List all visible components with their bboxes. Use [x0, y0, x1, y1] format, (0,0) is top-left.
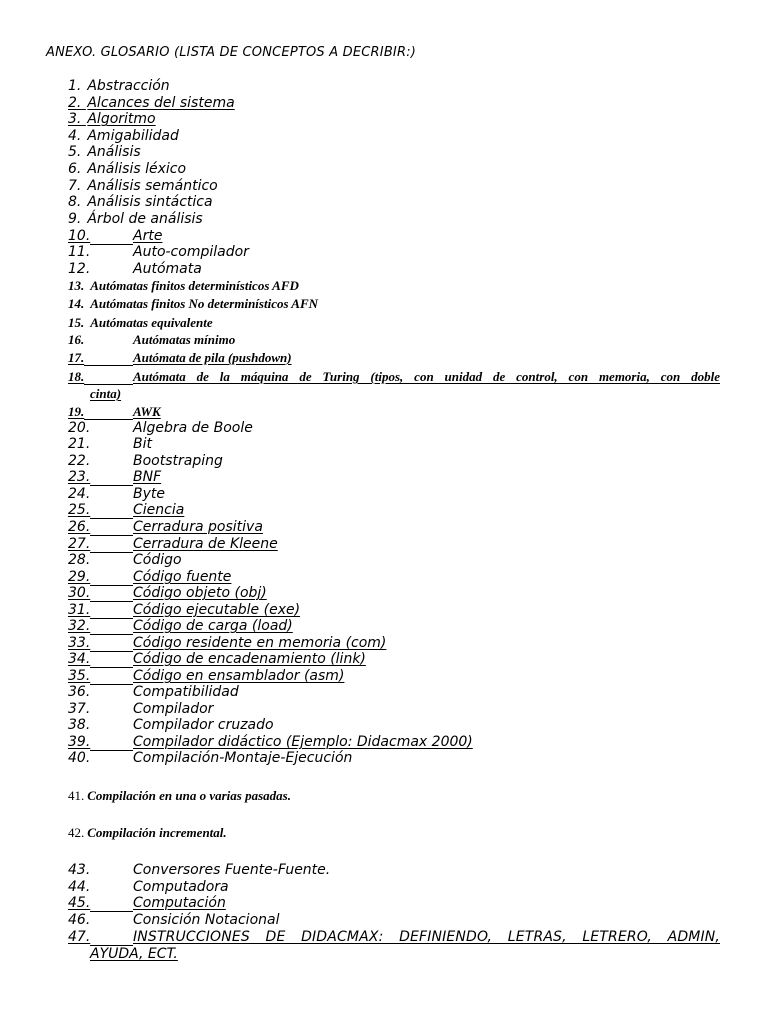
item-term: Código residente en memoria (com): [133, 635, 387, 651]
item-number: 20.: [68, 420, 91, 436]
item-number: 44.: [68, 879, 91, 895]
item-number: 19.: [68, 404, 85, 419]
item-term: Abstracción: [87, 78, 170, 94]
item-number: 36.: [68, 684, 91, 700]
item-term: Alcances del sistema: [87, 95, 235, 111]
item-number: 3.: [68, 111, 82, 127]
item-term: Byte: [133, 486, 165, 502]
item-term: Consición Notacional: [133, 912, 280, 928]
item-number: 41.: [68, 788, 85, 803]
item-term: Ciencia: [133, 502, 185, 518]
list-item: [68, 211, 203, 227]
underline-segment: [90, 518, 133, 519]
item-term: Análisis: [87, 144, 141, 160]
underline-segment: [90, 244, 133, 245]
item-number: 2.: [68, 95, 82, 111]
item-term: Conversores Fuente-Fuente.: [133, 862, 331, 878]
item-number: 32.: [68, 618, 91, 634]
item-term: Código: [133, 552, 182, 568]
underline-segment: [90, 485, 133, 486]
document-title: ANEXO. GLOSARIO (LISTA DE CONCEPTOS A DECRIBIR:): [46, 45, 417, 60]
item-term: Compilador cruzado: [133, 717, 274, 733]
item-term: Amigabilidad: [87, 128, 179, 144]
item-number: 35.: [68, 668, 91, 684]
item-number: 23.: [68, 469, 91, 485]
item-term: INSTRUCCIONES DE DIDACMAX: DEFINIENDO, LETRAS, LETRERO, ADMIN,: [133, 929, 720, 945]
item-number: 38.: [68, 717, 91, 733]
item-number: 27.: [68, 536, 91, 552]
item-term: Compilación incremental.: [87, 825, 227, 840]
underline-segment: [84, 365, 133, 366]
item-term-continued: cinta): [90, 386, 122, 401]
list-item: [68, 788, 291, 804]
item-number: 8.: [68, 194, 82, 210]
item-term: Compatibilidad: [133, 684, 239, 700]
underline-segment: [90, 750, 133, 751]
item-number: 45.: [68, 895, 91, 911]
item-number: 6.: [68, 161, 82, 177]
item-number: 24.: [68, 486, 91, 502]
underline-segment: [90, 945, 133, 946]
item-number: 43.: [68, 862, 91, 878]
underline-segment: [90, 585, 133, 586]
item-term: Autómatas mínimo: [133, 332, 236, 347]
item-number: 18.: [68, 369, 85, 384]
item-term: Árbol de análisis: [87, 211, 203, 227]
item-term: Computadora: [133, 879, 229, 895]
item-term: Arte: [133, 228, 163, 244]
underline-segment: [90, 684, 133, 685]
item-number: 15.: [68, 315, 85, 330]
item-number: 29.: [68, 569, 91, 585]
list-item: [68, 78, 170, 94]
item-term: Bootstraping: [133, 453, 223, 469]
list-item: [68, 161, 186, 177]
item-number: 26.: [68, 519, 91, 535]
item-term: Cerradura positiva: [133, 519, 263, 535]
item-term: Computación: [133, 895, 226, 911]
item-number: 40.: [68, 750, 91, 766]
underline-segment: [90, 667, 133, 668]
item-number: 11.: [68, 244, 91, 260]
item-number: 14.: [68, 296, 85, 311]
item-term: Autómatas finitos determinísticos AFD: [90, 278, 299, 293]
list-item: [68, 111, 156, 127]
item-number: 1.: [68, 78, 82, 94]
item-number: 13.: [68, 278, 85, 293]
item-term: Código objeto (obj): [133, 585, 267, 601]
underline-segment: [90, 601, 133, 602]
item-term: Autómatas finitos No determinísticos AFN: [90, 296, 319, 311]
item-term: Código de encadenamiento (link): [133, 651, 366, 667]
list-item: [68, 296, 318, 312]
item-number: 25.: [68, 502, 91, 518]
item-term: BNF: [133, 469, 162, 485]
item-term: Bit: [133, 436, 152, 452]
list-item: [68, 194, 213, 210]
underline-segment: [90, 911, 133, 912]
item-term: Autómata de la máquina de Turing (tipos, con unidad de control, con memoria, con doble: [133, 369, 720, 384]
item-term: Compilador didáctico (Ejemplo: Didacmax 2000): [133, 734, 473, 750]
underline-segment: [90, 535, 133, 536]
item-term: AWK: [133, 404, 161, 419]
item-number: 10.: [68, 228, 91, 244]
item-number: 33.: [68, 635, 91, 651]
item-number: 28.: [68, 552, 91, 568]
item-number: 37.: [68, 701, 91, 717]
item-number: 42.: [68, 825, 85, 840]
list-item: [68, 178, 218, 194]
item-number: 12.: [68, 261, 91, 277]
item-term: Análisis sintáctica: [87, 194, 213, 210]
item-term: Código en ensamblador (asm): [133, 668, 345, 684]
item-number: 46.: [68, 912, 91, 928]
list-item: [68, 128, 179, 144]
item-term: Cerradura de Kleene: [133, 536, 278, 552]
underline-segment: [84, 419, 133, 420]
item-number: 21.: [68, 436, 91, 452]
item-number: 31.: [68, 602, 91, 618]
item-term: Autómata de pila (pushdown): [133, 350, 292, 365]
underline-segment: [90, 651, 133, 652]
item-number: 9.: [68, 211, 82, 227]
item-term: Algoritmo: [87, 111, 156, 127]
underline-segment: [84, 384, 133, 385]
item-number: 7.: [68, 178, 82, 194]
item-term: Código fuente: [133, 569, 232, 585]
item-number: 4.: [68, 128, 82, 144]
list-item: [68, 825, 227, 841]
underline-segment: [90, 618, 133, 619]
item-term: Código de carga (load): [133, 618, 293, 634]
item-number: 34.: [68, 651, 91, 667]
item-term-continued: AYUDA, ECT.: [90, 946, 178, 962]
underline-segment: [90, 552, 133, 553]
item-term: Análisis léxico: [87, 161, 187, 177]
item-term: Autómata: [133, 261, 202, 277]
item-number: 17.: [68, 350, 85, 365]
item-number: 30.: [68, 585, 91, 601]
item-number: 16.: [68, 332, 85, 347]
item-number: 22.: [68, 453, 91, 469]
item-number: 47.: [68, 929, 91, 945]
item-number: 5.: [68, 144, 82, 160]
list-item: [68, 95, 235, 111]
item-term: Auto-compilador: [133, 244, 249, 260]
item-term: Análisis semántico: [87, 178, 218, 194]
list-item: [68, 315, 213, 331]
item-term: Autómatas equivalente: [90, 315, 213, 330]
list-item: [68, 144, 141, 160]
list-item: [68, 278, 299, 294]
item-term: Compilador: [133, 701, 214, 717]
item-term: Código ejecutable (exe): [133, 602, 301, 618]
item-term: Algebra de Boole: [133, 420, 253, 436]
underline-segment: [90, 634, 133, 635]
item-term: Compilación en una o varias pasadas.: [87, 788, 291, 803]
item-number: 39.: [68, 734, 91, 750]
item-term: Compilación-Montaje-Ejecución: [133, 750, 353, 766]
